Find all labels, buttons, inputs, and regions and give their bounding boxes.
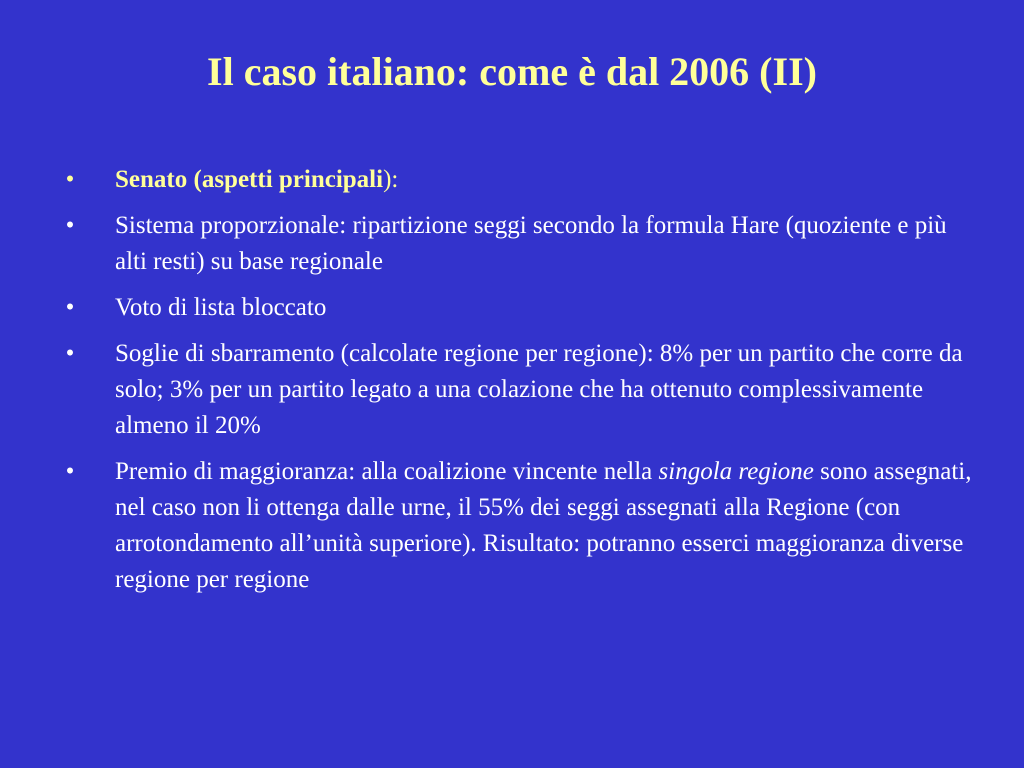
heading-open: Senato ( <box>115 166 202 193</box>
bullet-text: Soglie di sbarramento (calcolate regione per regione): 8% per un partito che corre da solo; 3% per un partito legato a una colazione che ha ottenuto complessivamente almeno il 20% <box>115 340 963 439</box>
bullet-heading-senato <box>60 162 980 198</box>
bullet-voto-di-lista <box>60 290 980 326</box>
bullet-dot: • <box>65 340 75 367</box>
bullet-text-before: Premio di maggioranza: alla coalizione vincente nella <box>115 458 659 485</box>
bullet-dot: • <box>65 458 75 485</box>
slide-title: Il caso italiano: come è dal 2006 (II) <box>207 49 817 94</box>
bullet-text: Sistema proporzionale: ripartizione seggi secondo la formula Hare (quoziente e più alti resti) su base regionale <box>115 212 947 275</box>
heading-bold-text: aspetti principali <box>201 166 384 193</box>
bullet-sistema-proporzionale <box>60 208 980 280</box>
bullet-text-after: sono assegnati, nel caso non li ottenga dalle urne, il 55% dei seggi assegnati alla Regione (con arrotondamento all’unità superiore). Risultato: potranno esserci maggioranza diverse regione per regione <box>115 458 972 593</box>
bullet-list <box>60 162 980 608</box>
heading-close: ): <box>383 166 399 193</box>
bullet-dot: • <box>65 212 75 239</box>
bullet-text-italic: singola regione <box>658 458 814 485</box>
bullet-dot: • <box>65 294 75 321</box>
bullet-dot: • <box>65 166 75 193</box>
bullet-soglie-sbarramento <box>60 336 980 444</box>
bullet-premio-maggioranza <box>60 454 980 598</box>
bullet-text: Voto di lista bloccato <box>115 294 327 321</box>
